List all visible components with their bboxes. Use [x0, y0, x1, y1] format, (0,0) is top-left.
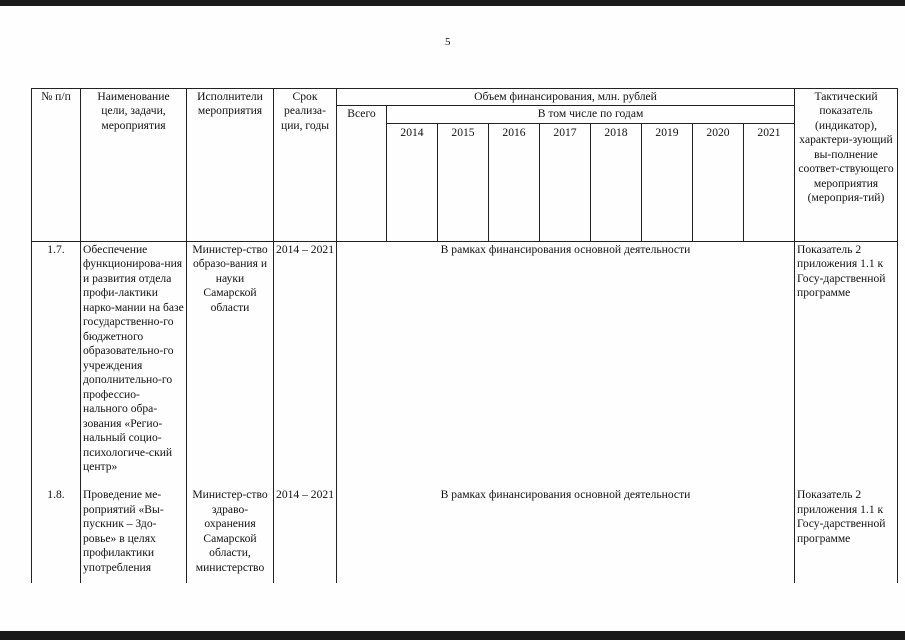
table-row	[32, 241, 898, 487]
header-by-year: В том числе по годам	[387, 106, 795, 123]
header-year: 2020	[693, 123, 744, 241]
row-name: Обеспечение функционирова-ния и развития отдела профи-лактики нарко-мании на базе государственно-го бюджетного образовательно-го учреждения дополнительно-го профессио-нального обра-зования «Регио-нальный социо-психологиче-ский центр»	[81, 241, 187, 487]
header-year: 2017	[540, 123, 591, 241]
header-year: 2019	[642, 123, 693, 241]
row-indicator: Показатель 2 приложения 1.1 к Госу-дарственной программе	[795, 241, 898, 487]
top-border-bar	[0, 0, 905, 6]
program-activities-table	[31, 88, 898, 583]
header-total: Всего	[337, 106, 387, 241]
header-indicator: Тактический показатель (индикатор), характери-зующий вы-полнение соответ-ствующего мероприятия (мероприя-тий)	[795, 89, 898, 242]
header-year: 2018	[591, 123, 642, 241]
header-term: Срок реализа-ции, годы	[274, 89, 337, 242]
row-executor: Министер-ство образо-вания и науки Самарской области	[187, 241, 274, 487]
table-row	[32, 487, 898, 583]
row-num: 1.7.	[32, 241, 81, 487]
row-term: 2014 – 2021	[274, 241, 337, 487]
row-name: Проведение ме-роприятий «Вы-пускник – Здо-ровье» в целях профилактики употребления	[81, 487, 187, 583]
header-year: 2014	[387, 123, 438, 241]
row-funding-note: В рамках финансирования основной деятельности	[337, 241, 795, 487]
header-year: 2021	[744, 123, 795, 241]
header-funding: Объем финансирования, млн. рублей	[337, 89, 795, 106]
bottom-border-bar	[0, 631, 905, 640]
row-executor: Министер-ство здраво-охранения Самарской области, министерство	[187, 487, 274, 583]
row-term: 2014 – 2021	[274, 487, 337, 583]
header-num: № п/п	[32, 89, 81, 242]
row-funding-note: В рамках финансирования основной деятельности	[337, 487, 795, 583]
header-executor: Исполнители мероприятия	[187, 89, 274, 242]
header-year: 2016	[489, 123, 540, 241]
row-indicator: Показатель 2 приложения 1.1 к Госу-дарственной программе	[795, 487, 898, 583]
header-name: Наименование цели, задачи, мероприятия	[81, 89, 187, 242]
header-year: 2015	[438, 123, 489, 241]
page-number: 5	[445, 36, 451, 48]
row-num: 1.8.	[32, 487, 81, 583]
